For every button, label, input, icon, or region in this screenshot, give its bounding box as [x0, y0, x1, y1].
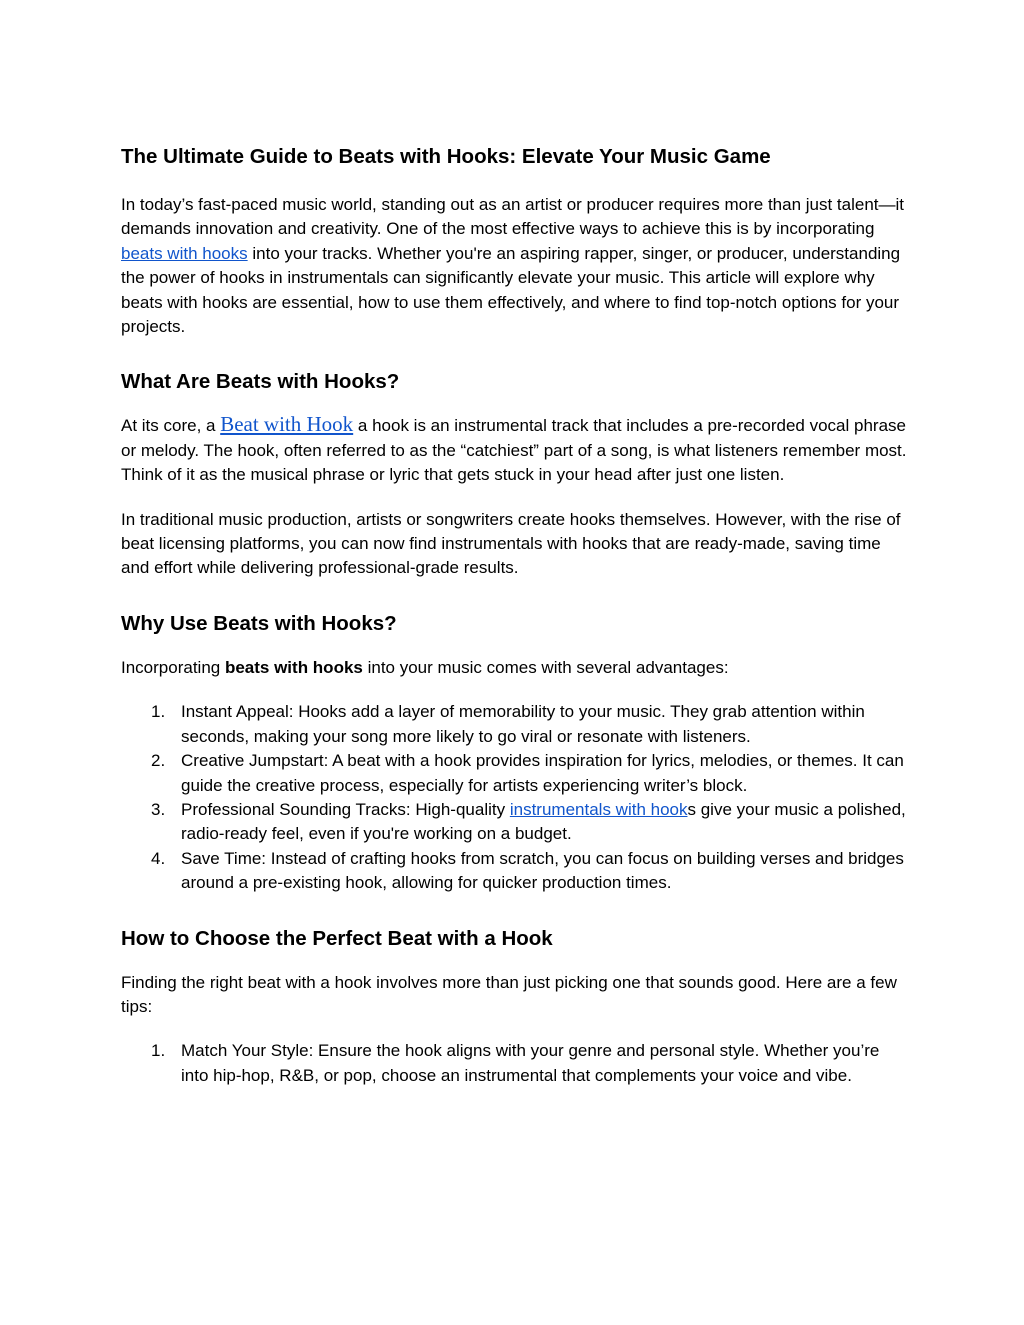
list-item-text: Creative Jumpstart: A beat with a hook provides inspiration for lyrics, melodies, or themes. It can guide the creative process, especially for artists experiencing writer’s block.: [181, 751, 904, 795]
why-use-intro-after: into your music comes with several advantages:: [362, 657, 729, 677]
intro-text-after: into your tracks. Whether you're an aspiring rapper, singer, or producer, understanding the power of hooks in instrumentals can significantly elevate your music. This article will explore why beats with hooks are essential, how to use them effectively, and where to find top-notch options for your projects.: [121, 243, 901, 337]
why-use-intro-bold: beats with hooks: [224, 657, 363, 677]
list-item-number: 1.: [151, 702, 166, 722]
why-use-intro-before: Incorporating: [121, 657, 225, 677]
advantages-list: [121, 700, 911, 895]
document-page: [121, 143, 911, 1088]
list-item: [121, 798, 911, 847]
what-are-text-after: a hook is an instrumental track that includes a pre-recorded vocal phrase or melody. The hook, often referred to as the “catchiest” part of a song, is what listeners remember most. Think of it as the musical phrase or lyric that gets stuck in your head after just one listen.: [121, 416, 907, 485]
list-item-number: 3.: [151, 799, 166, 819]
list-item: [121, 847, 911, 896]
what-are-paragraph-2: In traditional music production, artists or songwriters create hooks themselves. However, with the rise of beat licensing platforms, you can now find instrumentals with hooks that are ready-made, saving time and effort while delivering professional-grade results.: [121, 509, 901, 578]
list-item-text-after: s give your music a polished, radio-ready feel, even if you're working on a budget.: [181, 799, 906, 844]
intro-paragraph: [121, 193, 911, 339]
what-are-text-before: At its core, a: [121, 416, 221, 436]
why-use-intro: [121, 656, 911, 680]
beats-with-hooks-link[interactable]: beats with hooks: [121, 243, 248, 263]
beat-with-hook-link[interactable]: Beat with Hook: [220, 412, 354, 437]
list-item: [121, 749, 911, 798]
list-item-text: Save Time: Instead of crafting hooks from scratch, you can focus on building verses and bridges around a pre-existing hook, allowing for quicker production times.: [181, 848, 904, 893]
list-item-text: Instant Appeal: Hooks add a layer of memorability to your music. They grab attention within seconds, making your song more likely to go viral or resonate with listeners.: [181, 702, 865, 746]
list-item-number: 1.: [151, 1041, 166, 1061]
instrumentals-with-hook-link[interactable]: instrumentals with hook: [509, 799, 688, 819]
section-heading-why-use: Why Use Beats with Hooks?: [121, 611, 397, 635]
section-heading-how-to-choose: How to Choose the Perfect Beat with a Hook: [121, 926, 553, 950]
page-title: The Ultimate Guide to Beats with Hooks: Elevate Your Music Game: [121, 145, 771, 168]
list-item: [121, 1039, 911, 1088]
section-heading-what-are: What Are Beats with Hooks?: [121, 370, 400, 394]
what-are-paragraph-1: [121, 414, 911, 487]
list-item: [121, 700, 911, 749]
list-item-number: 2.: [151, 751, 166, 771]
intro-text-before: In today’s fast-paced music world, standing out as an artist or producer requires more than just talent—it demands innovation and creativity. One of the most effective ways to achieve this is by incorporating: [121, 195, 905, 239]
list-item-number: 4.: [151, 848, 166, 868]
list-item-text: Match Your Style: Ensure the hook aligns with your genre and personal style. Whether you’re into hip-hop, R&B, or pop, choose an instrumental that complements your voice and vibe.: [181, 1041, 880, 1085]
tips-list: [121, 1039, 911, 1088]
how-to-choose-intro: Finding the right beat with a hook involves more than just picking one that sounds good. Here are a few tips:: [121, 972, 897, 1016]
list-item-text-before: Professional Sounding Tracks: High-quality: [181, 799, 510, 819]
